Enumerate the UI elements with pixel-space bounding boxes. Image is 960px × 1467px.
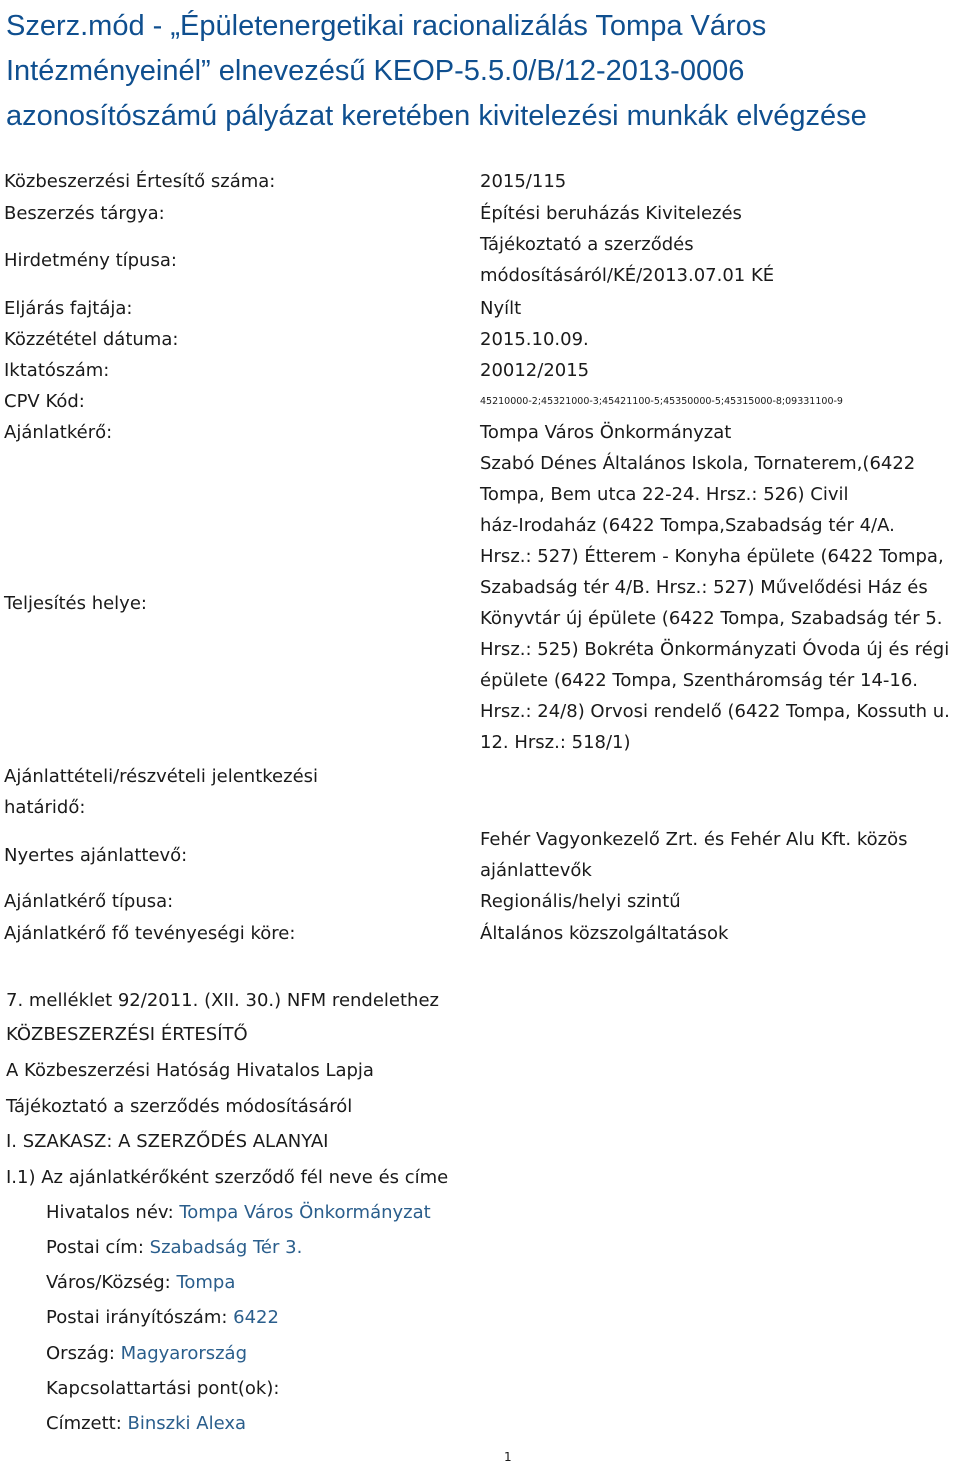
document-title xyxy=(6,4,956,139)
melleklet-heading: 7. melléklet 92/2011. (XII. 30.) NFM rendelethez xyxy=(6,990,439,1011)
targy-value: Építési beruházás Kivitelezés xyxy=(480,203,742,224)
ertesito-value: 2015/115 xyxy=(480,171,567,192)
teljesites-value xyxy=(480,448,956,758)
iktatoszam-label: Iktatószám: xyxy=(4,360,110,381)
eljaras-label: Eljárás fajtája: xyxy=(4,298,133,319)
orszag-value: Magyarország xyxy=(120,1343,248,1364)
lapja-heading: A Közbeszerzési Hatóság Hivatalos Lapja xyxy=(6,1060,374,1081)
tevekenyseg-value: Általános közszolgáltatások xyxy=(480,923,729,944)
cpv-label: CPV Kód: xyxy=(4,391,85,412)
cimzett xyxy=(46,1409,246,1439)
nyertes-label: Nyertes ajánlattevő: xyxy=(4,845,188,866)
tajekoztato-heading: Tájékoztató a szerződés módosításáról xyxy=(6,1096,353,1117)
teljesites-line: Hrsz.: 527) Étterem - Konyha épülete (6422 Tompa, xyxy=(480,546,944,567)
tipus-value: Regionális/helyi szintű xyxy=(480,891,681,912)
iranyitoszam-key: Postai irányítószám: xyxy=(46,1307,234,1328)
targy-label: Beszerzés tárgya: xyxy=(4,203,165,224)
orszag xyxy=(46,1339,247,1369)
title-line-1: Szerz.mód - „Épületenergetikai racionalizálás Tompa Város xyxy=(6,10,767,42)
teljesites-line: Tompa, Bem utca 22-24. Hrsz.: 526) Civil xyxy=(480,484,849,505)
teljesites-line: ház-Irodaház (6422 Tompa,Szabadság tér 4/A. xyxy=(480,515,895,536)
title-line-2: Intézményeinél” elnevezésű KEOP-5.5.0/B/12-2013-0006 xyxy=(6,55,745,87)
hivatalos-nev-value: Tompa Város Önkormányzat xyxy=(179,1202,431,1223)
ajanlatkero-label: Ajánlatkérő: xyxy=(4,422,113,443)
hirdetmeny-label: Hirdetmény típusa: xyxy=(4,250,177,271)
page-number: 1 xyxy=(504,1450,512,1464)
nyertes-value xyxy=(480,824,956,886)
hirdetmeny-value-line-1: Tájékoztató a szerződés xyxy=(480,234,694,255)
varos-kozseg-key: Város/Község: xyxy=(46,1272,177,1293)
cimzett-key: Címzett: xyxy=(46,1413,128,1434)
teljesites-line: Hrsz.: 525) Bokréta Önkormányzati Óvoda új és régi xyxy=(480,639,950,660)
iktatoszam-value: 20012/2015 xyxy=(480,360,590,381)
tevekenyseg-label: Ajánlatkérő fő tevényeségi köre: xyxy=(4,923,296,944)
nyertes-value-line-1: Fehér Vagyonkezelő Zrt. és Fehér Alu Kft. közös xyxy=(480,829,908,850)
teljesites-line: épülete (6422 Tompa, Szentháromság tér 14-16. xyxy=(480,670,919,691)
teljesites-line: Szabadság tér 4/B. Hrsz.: 527) Művelődési Ház és xyxy=(480,577,928,598)
teljesites-line: Könyvtár új épülete (6422 Tompa, Szabadság tér 5. xyxy=(480,608,943,629)
title-line-3: azonosítószámú pályázat keretében kivitelezési munkák elvégzése xyxy=(6,100,867,132)
cpv-value: 45210000-2;45321000-3;45421100-5;45350000-5;45315000-8;09331100-9 xyxy=(480,396,843,407)
ajanlatkero-value: Tompa Város Önkormányzat xyxy=(480,422,732,443)
kapcsolattartasi-pont-key: Kapcsolattartási pont(ok): xyxy=(46,1378,280,1399)
orszag-key: Ország: xyxy=(46,1343,121,1364)
postai-cim-value: Szabadság Tér 3. xyxy=(149,1237,303,1258)
hatarido-label xyxy=(4,761,474,823)
teljesites-line: 12. Hrsz.: 518/1) xyxy=(480,732,631,753)
teljesites-line: Szabó Dénes Általános Iskola, Tornaterem,(6422 xyxy=(480,453,916,474)
hirdetmeny-value xyxy=(480,229,956,291)
hatarido-label-line-1: Ajánlattételi/részvételi jelentkezési xyxy=(4,766,319,787)
postai-cim xyxy=(46,1233,302,1263)
hivatalos-nev-key: Hivatalos név: xyxy=(46,1202,180,1223)
teljesites-label: Teljesítés helye: xyxy=(4,593,147,614)
hatarido-label-line-2: határidő: xyxy=(4,797,86,818)
hirdetmeny-value-line-2: módosításáról/KÉ/2013.07.01 KÉ xyxy=(480,265,775,286)
kozzetetel-value: 2015.10.09. xyxy=(480,329,589,350)
kapcsolattartasi-pont xyxy=(46,1374,279,1404)
kozzetetel-label: Közzététel dátuma: xyxy=(4,329,179,350)
varos-kozseg-value: Tompa xyxy=(176,1272,236,1293)
hivatalos-nev xyxy=(46,1198,431,1228)
eljaras-value: Nyílt xyxy=(480,298,522,319)
ertesito-heading: KÖZBESZERZÉSI ÉRTESÍTŐ xyxy=(6,1024,248,1045)
ertesito-label: Közbeszerzési Értesítő száma: xyxy=(4,171,276,192)
iranyitoszam-value: 6422 xyxy=(233,1307,279,1328)
teljesites-line: Hrsz.: 24/8) Orvosi rendelő (6422 Tompa, Kossuth u. xyxy=(480,701,950,722)
szakasz-heading: I. SZAKASZ: A SZERZŐDÉS ALANYAI xyxy=(6,1131,329,1152)
postai-cim-key: Postai cím: xyxy=(46,1237,150,1258)
cimzett-value: Binszki Alexa xyxy=(127,1413,247,1434)
nyertes-value-line-2: ajánlattevők xyxy=(480,860,592,881)
iranyitoszam xyxy=(46,1303,279,1333)
i1-heading: I.1) Az ajánlatkérőként szerződő fél neve és címe xyxy=(6,1167,449,1188)
tipus-label: Ajánlatkérő típusa: xyxy=(4,891,174,912)
varos-kozseg xyxy=(46,1268,235,1298)
